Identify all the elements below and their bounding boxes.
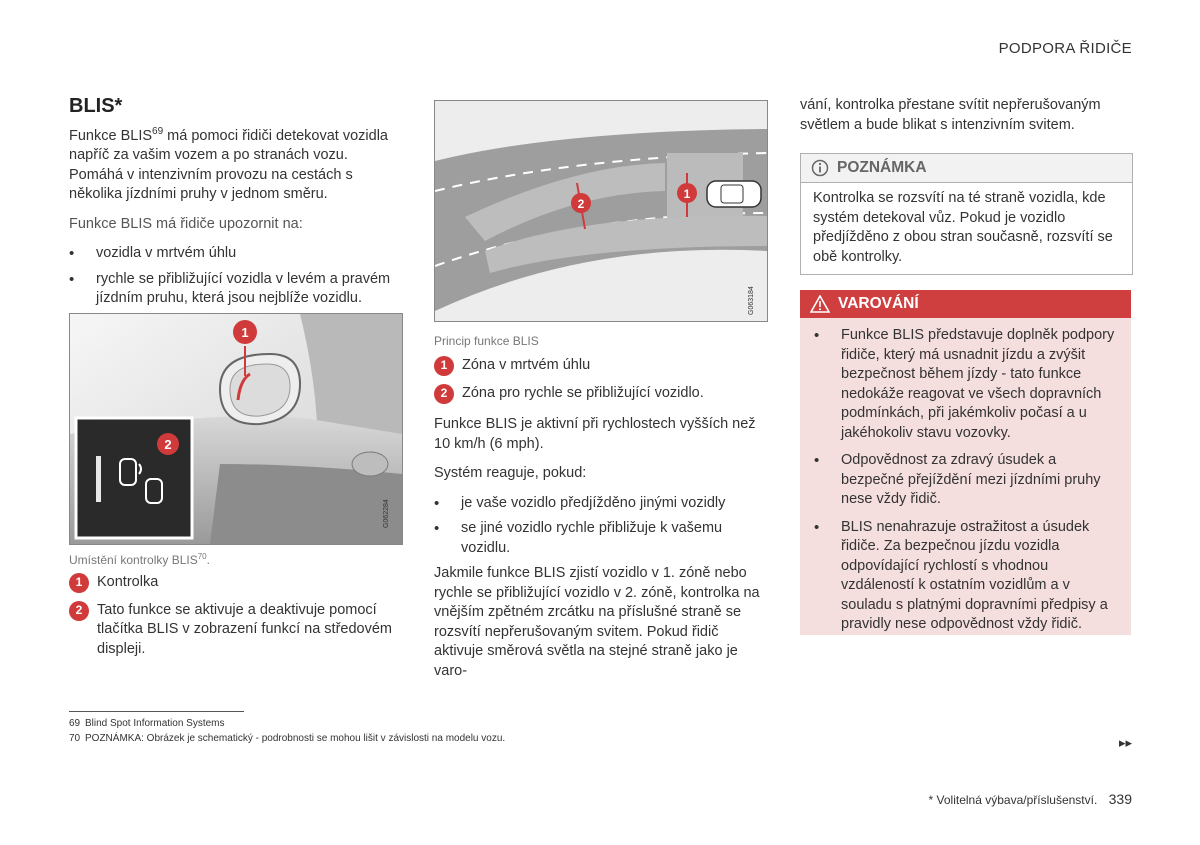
info-icon [811, 159, 829, 177]
road-figure [434, 100, 768, 322]
warning-list [800, 318, 1131, 635]
number-badge: 2 [69, 601, 89, 621]
detect-paragraph: Jakmile funkce BLIS zjistí vozidlo v 1. zóně nebo rychle se přibližující vozidlo v 2. zóně, kontrolka na vnějším zpětném zrcátku na příslušné straně se rozsvítí nepřerušovaným svitem. Pokud řidič aktivuje směrová světla na stejné straně jako je varo- [434, 565, 760, 679]
note-header [801, 154, 1132, 183]
footer-note: * Volitelná výbava/příslušenství. [928, 793, 1098, 807]
figure-2-caption: Princip funkce BLIS [434, 334, 539, 348]
note-label: POZNÁMKA [837, 159, 927, 176]
page-number: 339 [1108, 791, 1132, 807]
warning-label: VAROVÁNÍ [838, 295, 919, 312]
legend-1 [69, 573, 402, 667]
footnote: 70 POZNÁMKA: Obrázek je schematický - podrobnosti se mohou lišit v závislosti na modelu vozu. [69, 733, 506, 744]
car-icon [707, 181, 761, 207]
running-header: PODPORA ŘIDIČE [998, 40, 1132, 57]
intro-paragraph: Funkce BLIS$^{69}$ má pomoci řidiči detekovat vozidla napříč za vašim vozem a po stranách vozu. Pomáhá v intenzivním provozu na cestách s několika jízdními pruhy v jednom směru. [69, 126, 388, 203]
alert-intro: Funkce BLIS má řidiče upozornit na: [69, 215, 303, 232]
callout-1-label: 1 [241, 325, 249, 340]
number-badge: 1 [69, 573, 89, 593]
note-box [800, 153, 1133, 275]
note-text: Kontrolka se rozsvítí na té straně vozidla, kde systém detekoval vůz. Pokud je vozidlo předjížděno z obou stran současně, rozsvítí se obě kontrolky. [813, 190, 1113, 265]
zone-1-label: 1 [683, 187, 691, 201]
number-badge: 2 [434, 384, 454, 404]
figure-code: G062284 [383, 499, 390, 528]
footnote-rule [69, 711, 244, 712]
warning-item: • BLIS nenahrazuje ostražitost a úsudek řidiče. Za bezpečnou jízdu vozidla odpovídající rychlostí s vhodnou vzdáleností k ostatním vozidlům a v souladu s platnými dopravními předpisy a pravidly nese odpovědnost vždy řidič. [814, 518, 1117, 635]
react-list-item: • se jiné vozidlo rychle přibližuje k vašemu vozidlu. [434, 519, 766, 558]
column-1 [69, 122, 399, 315]
legend-item: 2 Tato funkce se aktivuje a deaktivuje pomocí tlačítka BLIS v zobrazení funkcí na středovém displeji. [69, 601, 402, 660]
figure-code: G063184 [748, 286, 755, 315]
road-illustration [435, 101, 767, 321]
react-list-item: • je vaše vozidlo předjížděno jinými vozidly [434, 494, 766, 514]
column-3-continuation: vání, kontrolka přestane svítit nepřerušovaným světlem a bude blikat s intenzivním svitem. [800, 97, 1101, 133]
legend-item: 1 Zóna v mrtvém úhlu [434, 356, 766, 376]
react-intro: Systém reaguje, pokud: [434, 465, 587, 481]
warning-header [800, 290, 1131, 318]
alert-list-item: • vozidla v mrtvém úhlu [69, 244, 399, 264]
warning-item: • Funkce BLIS představuje doplněk podpory řidiče, který má usnadnit jízdu a zvýšit bezpečnost během jízdy - tato funkce nedokáže reagovat ve všech dopravních podmínkách, při jakémkoliv počasí a u jakéhokoliv stavu vozovky. [814, 326, 1117, 443]
footnote-ref-69: 69 [152, 126, 164, 137]
speed-paragraph: Funkce BLIS je aktivní při rychlostech vyšších než 10 km/h (6 mph). [434, 416, 756, 452]
warning-box [800, 290, 1131, 635]
column-2 [434, 356, 766, 691]
callout-2-label: 2 [164, 437, 172, 452]
figure-1-caption: Umístění kontrolky BLIS$^{70}$. [69, 552, 210, 567]
mirror-illustration [70, 314, 402, 544]
mirror-figure [69, 313, 403, 545]
page-footer [929, 791, 1132, 807]
legend-item: 1 Kontrolka [69, 573, 402, 593]
continue-arrows-icon: ▸▸ [1118, 735, 1132, 750]
section-title: BLIS* [69, 95, 123, 117]
warning-triangle-icon [810, 295, 830, 313]
warning-item: • Odpovědnost za zdravý úsudek a bezpečné přejíždění mezi jízdními pruhy nese vždy řidič. [814, 451, 1117, 510]
number-badge: 1 [434, 356, 454, 376]
zone-2-label: 2 [577, 197, 585, 211]
legend-item: 2 Zóna pro rychle se přibližující vozidlo. [434, 384, 766, 404]
alert-list-item: • rychle se přibližující vozidla v levém a pravém jízdním pruhu, která jsou nejblíže vozidlu. [69, 270, 399, 309]
footnote: 69 Blind Spot Information Systems [69, 718, 225, 729]
footnote-ref-70: 70 [197, 552, 207, 561]
